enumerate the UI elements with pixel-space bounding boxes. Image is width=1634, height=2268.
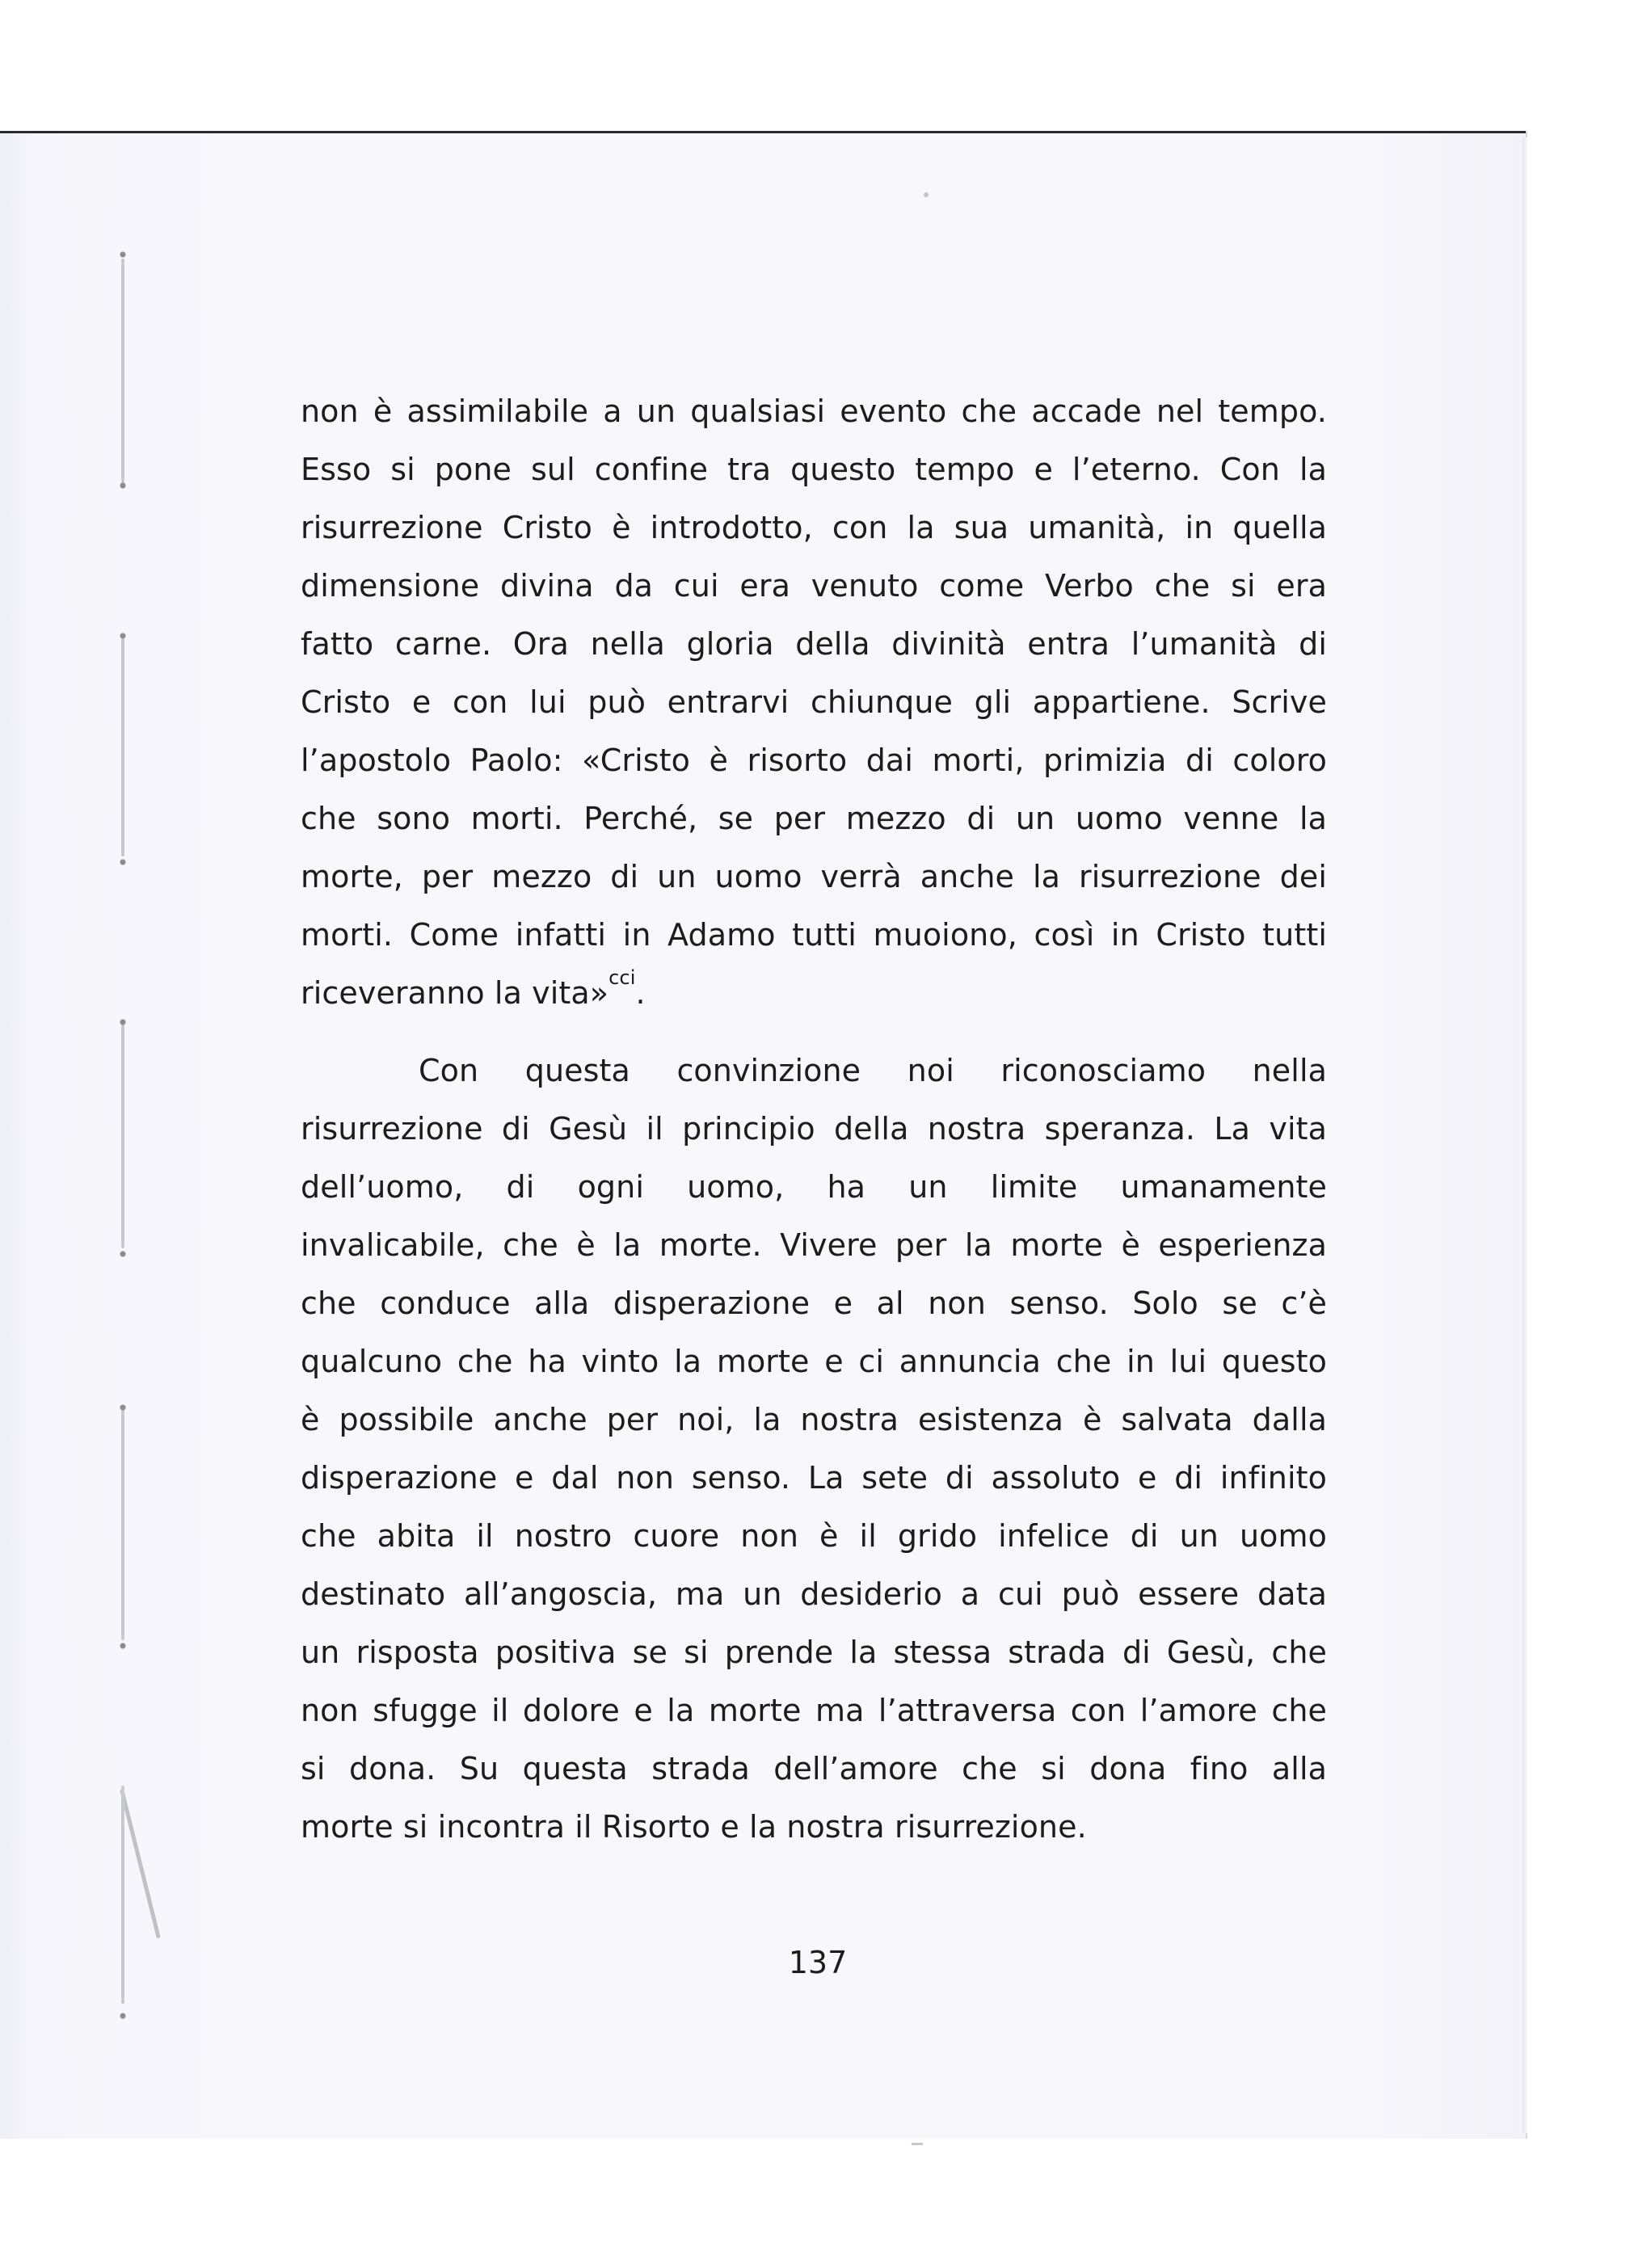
binding-hole bbox=[117, 1402, 128, 1413]
text-line: l’apostolo Paolo: «Cristo è risorto dai morti, primizia di coloro bbox=[301, 743, 1327, 778]
binding-stitch bbox=[121, 1786, 124, 2004]
text-line: non sfugge il dolore e la morte ma l’attraversa con l’amore che bbox=[301, 1693, 1327, 1728]
quote-end-text: riceveranno la vita» bbox=[301, 975, 609, 1011]
binding-hole bbox=[117, 2010, 128, 2022]
text-line: un risposta positiva se si prende la stessa strada di Gesù, che bbox=[301, 1635, 1327, 1670]
text-line: che conduce alla disperazione e al non senso. Solo se c’è bbox=[301, 1285, 1327, 1321]
text-line: Con questa convinzione noi riconosciamo nella bbox=[419, 1053, 1327, 1088]
paper-edge-mark bbox=[912, 2143, 923, 2145]
text-line: che abita il nostro cuore non è il grido infelice di un uomo bbox=[301, 1518, 1327, 1554]
binding-hole bbox=[117, 249, 128, 260]
page-right-edge bbox=[1522, 137, 1527, 2133]
page-number: 137 bbox=[788, 1945, 848, 1980]
text-line: è possibile anche per noi, la nostra esistenza è salvata dalla bbox=[301, 1402, 1327, 1437]
quote-end-line bbox=[301, 964, 1327, 1022]
text-line: non è assimilabile a un qualsiasi evento che accade nel tempo. bbox=[301, 393, 1327, 429]
binding-stitch bbox=[121, 1406, 124, 1640]
text-line: Cristo e con lui può entrarvi chiunque gli appartiene. Scrive bbox=[301, 684, 1327, 720]
binding-hole bbox=[117, 480, 128, 491]
binding-hole bbox=[117, 1248, 128, 1260]
binding-hole bbox=[117, 856, 128, 868]
text-line: Esso si pone sul confine tra questo tempo e l’eterno. Con la bbox=[301, 452, 1327, 487]
text-line: dell’uomo, di ogni uomo, ha un limite umanamente bbox=[301, 1169, 1327, 1205]
paragraph-gap bbox=[301, 1022, 1327, 1041]
binding-stitch bbox=[121, 259, 124, 485]
text-line: fatto carne. Ora nella gloria della divinità entra l’umanità di bbox=[301, 626, 1327, 662]
quote-end-punct: . bbox=[635, 975, 646, 1011]
text-line: risurrezione Cristo è introdotto, con la sua umanità, in quella bbox=[301, 510, 1327, 545]
text-line: che sono morti. Perché, se per mezzo di un uomo venne la bbox=[301, 801, 1327, 836]
text-line: risurrezione di Gesù il principio della nostra speranza. La vita bbox=[301, 1111, 1327, 1147]
text-line: si dona. Su questa strada dell’amore che si dona fino alla bbox=[301, 1751, 1327, 1786]
text-line: destinato all’angoscia, ma un desiderio a cui può essere data bbox=[301, 1576, 1327, 1612]
binding-hole bbox=[117, 1640, 128, 1652]
footnote-ref: cci bbox=[609, 966, 636, 990]
text-line: morti. Come infatti in Adamo tutti muoiono, così in Cristo tutti bbox=[301, 917, 1327, 953]
text-line: disperazione e dal non senso. La sete di assoluto e di infinito bbox=[301, 1460, 1327, 1496]
binding-hole bbox=[117, 630, 128, 642]
text-line: morte, per mezzo di un uomo verrà anche la risurrezione dei bbox=[301, 859, 1327, 894]
text-line: dimensione divina da cui era venuto come Verbo che si era bbox=[301, 568, 1327, 604]
binding-hole bbox=[117, 1016, 128, 1028]
text-line: invalicabile, che è la morte. Vivere per la morte è esperienza bbox=[301, 1227, 1327, 1263]
binding-stitch bbox=[121, 638, 124, 856]
binding-stitch bbox=[121, 1022, 124, 1248]
paper-speck bbox=[924, 192, 929, 197]
body-text bbox=[301, 382, 1327, 1856]
text-line: morte si incontra il Risorto e la nostra risurrezione. bbox=[301, 1809, 1087, 1845]
text-line: qualcuno che ha vinto la morte e ci annuncia che in lui questo bbox=[301, 1344, 1327, 1379]
